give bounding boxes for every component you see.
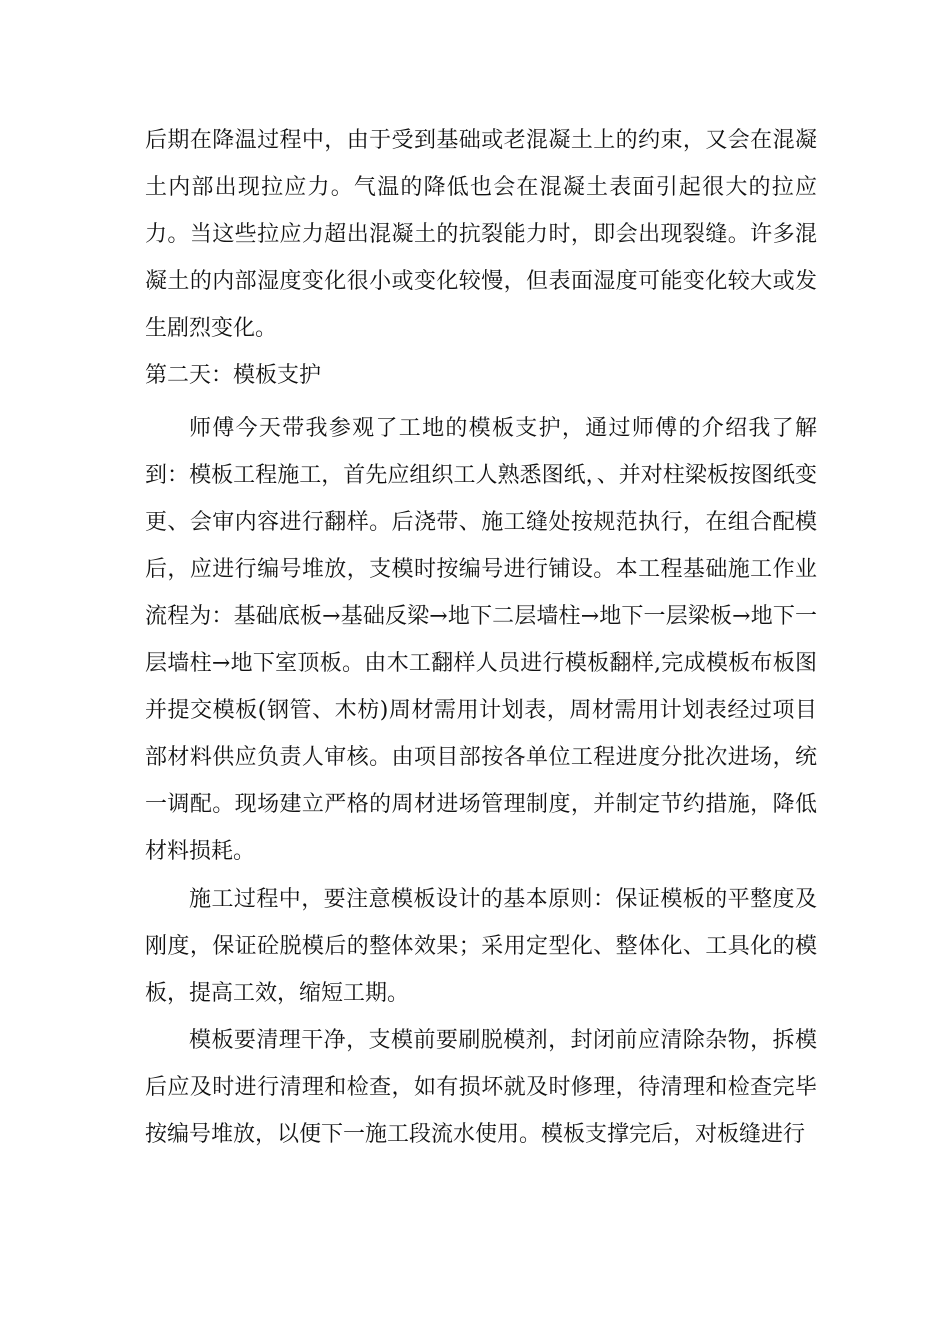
paragraph-formwork-principles: 施工过程中，要注意模板设计的基本原则：保证模板的平整度及刚度，保证砼脱模后的整体效果；采用定型化、整体化、工具化的模板，提高工效，缩短工期。 xyxy=(145,886,817,1006)
intro-paragraph: 后期在降温过程中，由于受到基础或老混凝土上的约束，又会在混凝土内部出现拉应力。气温的降低也会在混凝土表面引起很大的拉应力。当这些拉应力超出混凝土的抗裂能力时，即会出现裂缝。许多混凝土的内部湿度变化很小或变化较慢，但表面湿度可能变化较大或发生剧烈变化。 xyxy=(145,128,817,342)
paragraph-formwork-cleaning: 模板要清理干净，支模前要刷脱模剂，封闭前应清除杂物，拆模后应及时进行清理和检查，如有损坏就及时修理，待清理和检查完毕按编号堆放，以便下一施工段流水使用。模板支撑完后，对板缝进行 xyxy=(145,1027,817,1147)
section-heading: 第二天：模板支护 xyxy=(145,363,322,389)
document-page xyxy=(145,117,817,1158)
paragraph-formwork-intro: 师傅今天带我参观了工地的模板支护，通过师傅的介绍我了解到：模板工程施工，首先应组织工人熟悉图纸，、并对柱梁板按图纸变更、会审内容进行翻样。后浇带、施工缝处按规范执行，在组合配模后，应进行编号堆放，支模时按编号进行铺设。本工程基础施工作业流程为：基础底板→基础反梁→地下二层墙柱→地下一层梁板→地下一层墙柱→地下室顶板。由木工翻样人员进行模板翻样,完成模板布板图并提交模板(钢管、木枋)周材需用计划表，周材需用计划表经过项目部材料供应负责人审核。由项目部按各单位工程进度分批次进场，统一调配。现场建立严格的周材进场管理制度，并制定节约措施，降低材料损耗。 xyxy=(145,415,817,865)
